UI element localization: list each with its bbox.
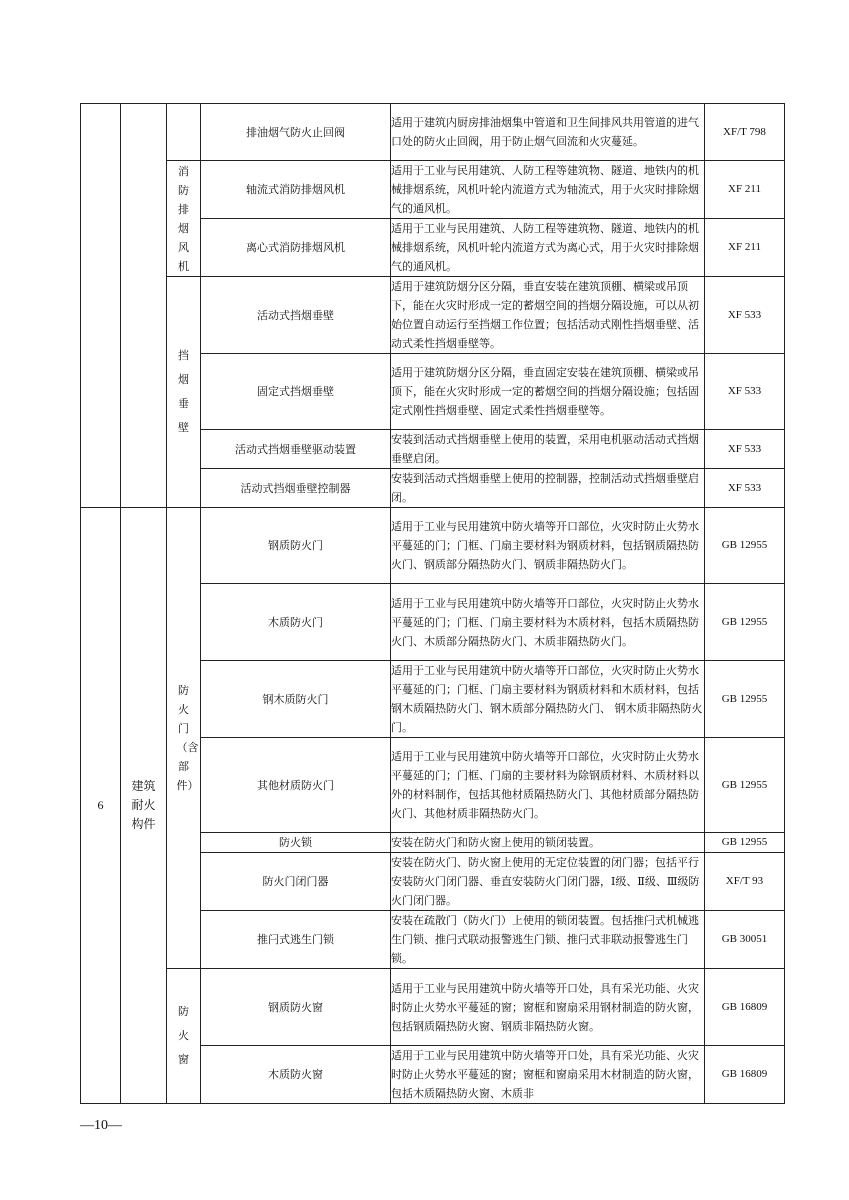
product-description: 适用于工业与民用建筑、人防工程等建筑物、隧道、地铁内的机械排烟系统，风机叶轮内流道方式为轴流式，用于火灾时排除烟气的通风机。 <box>391 161 705 219</box>
standard-code: GB 12955 <box>705 508 785 584</box>
standard-code: GB 12955 <box>705 833 785 853</box>
product-name: 木质防火窗 <box>201 1046 391 1104</box>
product-description: 适用于工业与民用建筑中防火墙等开口部位，火灾时防止火势水平蔓延的门；门框、门扇主要材料为木质材料，包括木质隔热防火门、木质部分隔热防火门、木质非隔热防火门。 <box>391 584 705 661</box>
standard-code: GB 30051 <box>705 911 785 969</box>
group-label-fire-door: 防火门（含部件） <box>176 684 199 792</box>
product-description: 安装到活动式挡烟垂壁上使用的装置，采用电机驱动活动式挡烟垂壁启闭。 <box>391 430 705 469</box>
group-cell-empty <box>167 104 201 161</box>
product-name: 排油烟气防火止回阀 <box>201 104 391 161</box>
product-description: 适用于建筑内厨房排油烟集中管道和卫生间排风共用管道的进气口处的防火止回阀，用于防止烟气回流和火灾蔓延。 <box>391 104 705 161</box>
standard-code: XF 211 <box>705 161 785 219</box>
standard-code: XF/T 798 <box>705 104 785 161</box>
standard-code: XF 533 <box>705 277 785 354</box>
standard-code: XF 533 <box>705 354 785 430</box>
category-label: 建筑耐火构件 <box>131 779 156 831</box>
group-label-curtain: 挡烟垂壁 <box>178 349 189 434</box>
product-name: 固定式挡烟垂壁 <box>201 354 391 430</box>
product-description: 适用于工业与民用建筑中防火墙等开口部位，火灾时防止火势水平蔓延的门；门框、门扇的主要材料为除钢质材料、木质材料以外的材料制作，包括其他材质隔热防火门、其他材质部分隔热防火门、其他材质非隔热防火门。 <box>391 738 705 833</box>
group-fire-door-cell <box>167 508 201 969</box>
standard-code: GB 16809 <box>705 969 785 1046</box>
table-row <box>81 277 785 354</box>
product-name: 活动式挡烟垂壁控制器 <box>201 469 391 508</box>
standard-code: GB 16809 <box>705 1046 785 1104</box>
product-description: 安装在防火门、防火窗上使用的无定位装置的闭门器；包括平行安装防火门闭门器、垂直安装防火门闭门器，Ⅰ级、Ⅱ级、Ⅲ级防火门闭门器。 <box>391 853 705 911</box>
product-name: 其他材质防火门 <box>201 738 391 833</box>
product-name: 活动式挡烟垂壁驱动装置 <box>201 430 391 469</box>
product-name: 钢质防火窗 <box>201 969 391 1046</box>
standard-code: GB 12955 <box>705 738 785 833</box>
standard-code: GB 12955 <box>705 584 785 661</box>
page-number: —10— <box>80 1118 122 1133</box>
group-curtain-cell <box>167 277 201 508</box>
product-description: 适用于工业与民用建筑、人防工程等建筑物、隧道、地铁内的机械排烟系统，风机叶轮内流道方式为离心式，用于火灾时排除烟气的通风机。 <box>391 219 705 277</box>
product-name: 推闩式逃生门锁 <box>201 911 391 969</box>
product-description: 适用于建筑防烟分区分隔，垂直固定安装在建筑顶棚、横梁或吊顶下，能在火灾时形成一定的蓄烟空间的挡烟分隔设施；包括固定式刚性挡烟垂壁、固定式柔性挡烟垂壁等。 <box>391 354 705 430</box>
table-row <box>81 508 785 584</box>
table-row <box>81 969 785 1046</box>
table-row <box>81 104 785 161</box>
table-row <box>81 161 785 219</box>
product-description: 安装到活动式挡烟垂壁上使用的控制器，控制活动式挡烟垂壁启闭。 <box>391 469 705 508</box>
product-description: 适用于工业与民用建筑中防火墙等开口处，具有采光功能、火灾时防止火势水平蔓延的窗；窗框和窗扇采用钢材制造的防火窗，包括钢质隔热防火窗、钢质非隔热防火窗。 <box>391 969 705 1046</box>
product-name: 活动式挡烟垂壁 <box>201 277 391 354</box>
product-name: 离心式消防排烟风机 <box>201 219 391 277</box>
product-description: 适用于建筑防烟分区分隔，垂直安装在建筑顶棚、横梁或吊顶下，能在火灾时形成一定的蓄烟空间的挡烟分隔设施，可以从初始位置自动运行至挡烟工作位置；包括活动式刚性挡烟垂壁、活动式柔性挡烟垂壁等。 <box>391 277 705 354</box>
product-name: 钢木质防火门 <box>201 661 391 738</box>
product-name: 钢质防火门 <box>201 508 391 584</box>
product-description: 适用于工业与民用建筑中防火墙等开口部位，火灾时防止火势水平蔓延的门；门框、门扇主要材料为钢质材料和木质材料，包括钢木质隔热防火门、钢木质部分隔热防火门、 钢木质非隔热防火门。 <box>391 661 705 738</box>
product-name: 木质防火门 <box>201 584 391 661</box>
standard-code: XF 211 <box>705 219 785 277</box>
product-description: 适用于工业与民用建筑中防火墙等开口部位，火灾时防止火势水平蔓延的门；门框、门扇主要材料为钢质材料，包括钢质隔热防火门、钢质部分隔热防火门、钢质非隔热防火门。 <box>391 508 705 584</box>
group-fan-cell <box>167 161 201 277</box>
product-description: 安装在疏散门（防火门）上使用的锁闭装置。包括推闩式机械逃生门锁、推闩式联动报警逃生门锁、推闩式非联动报警逃生门锁。 <box>391 911 705 969</box>
group-label-fire-window: 防火窗 <box>178 1005 189 1066</box>
product-name: 防火门闭门器 <box>201 853 391 911</box>
group-fire-window-cell <box>167 969 201 1104</box>
group-label-fan: 消防排烟风机 <box>178 164 189 273</box>
standard-code: XF/T 93 <box>705 853 785 911</box>
product-description: 安装在防火门和防火窗上使用的锁闭装置。 <box>391 833 705 853</box>
category-cell-empty <box>121 104 167 508</box>
standard-code: GB 12955 <box>705 661 785 738</box>
product-name: 轴流式消防排烟风机 <box>201 161 391 219</box>
row-number: 6 <box>81 508 121 1104</box>
product-name: 防火锁 <box>201 833 391 853</box>
standards-table <box>80 103 785 1104</box>
standard-code: XF 533 <box>705 430 785 469</box>
standard-code: XF 533 <box>705 469 785 508</box>
category-cell <box>121 508 167 1104</box>
product-description: 适用于工业与民用建筑中防火墙等开口处，具有采光功能、火灾时防止火势水平蔓延的窗；窗框和窗扇采用木材制造的防火窗，包括木质隔热防火窗、木质非 <box>391 1046 705 1104</box>
row-number-cell-empty <box>81 104 121 508</box>
